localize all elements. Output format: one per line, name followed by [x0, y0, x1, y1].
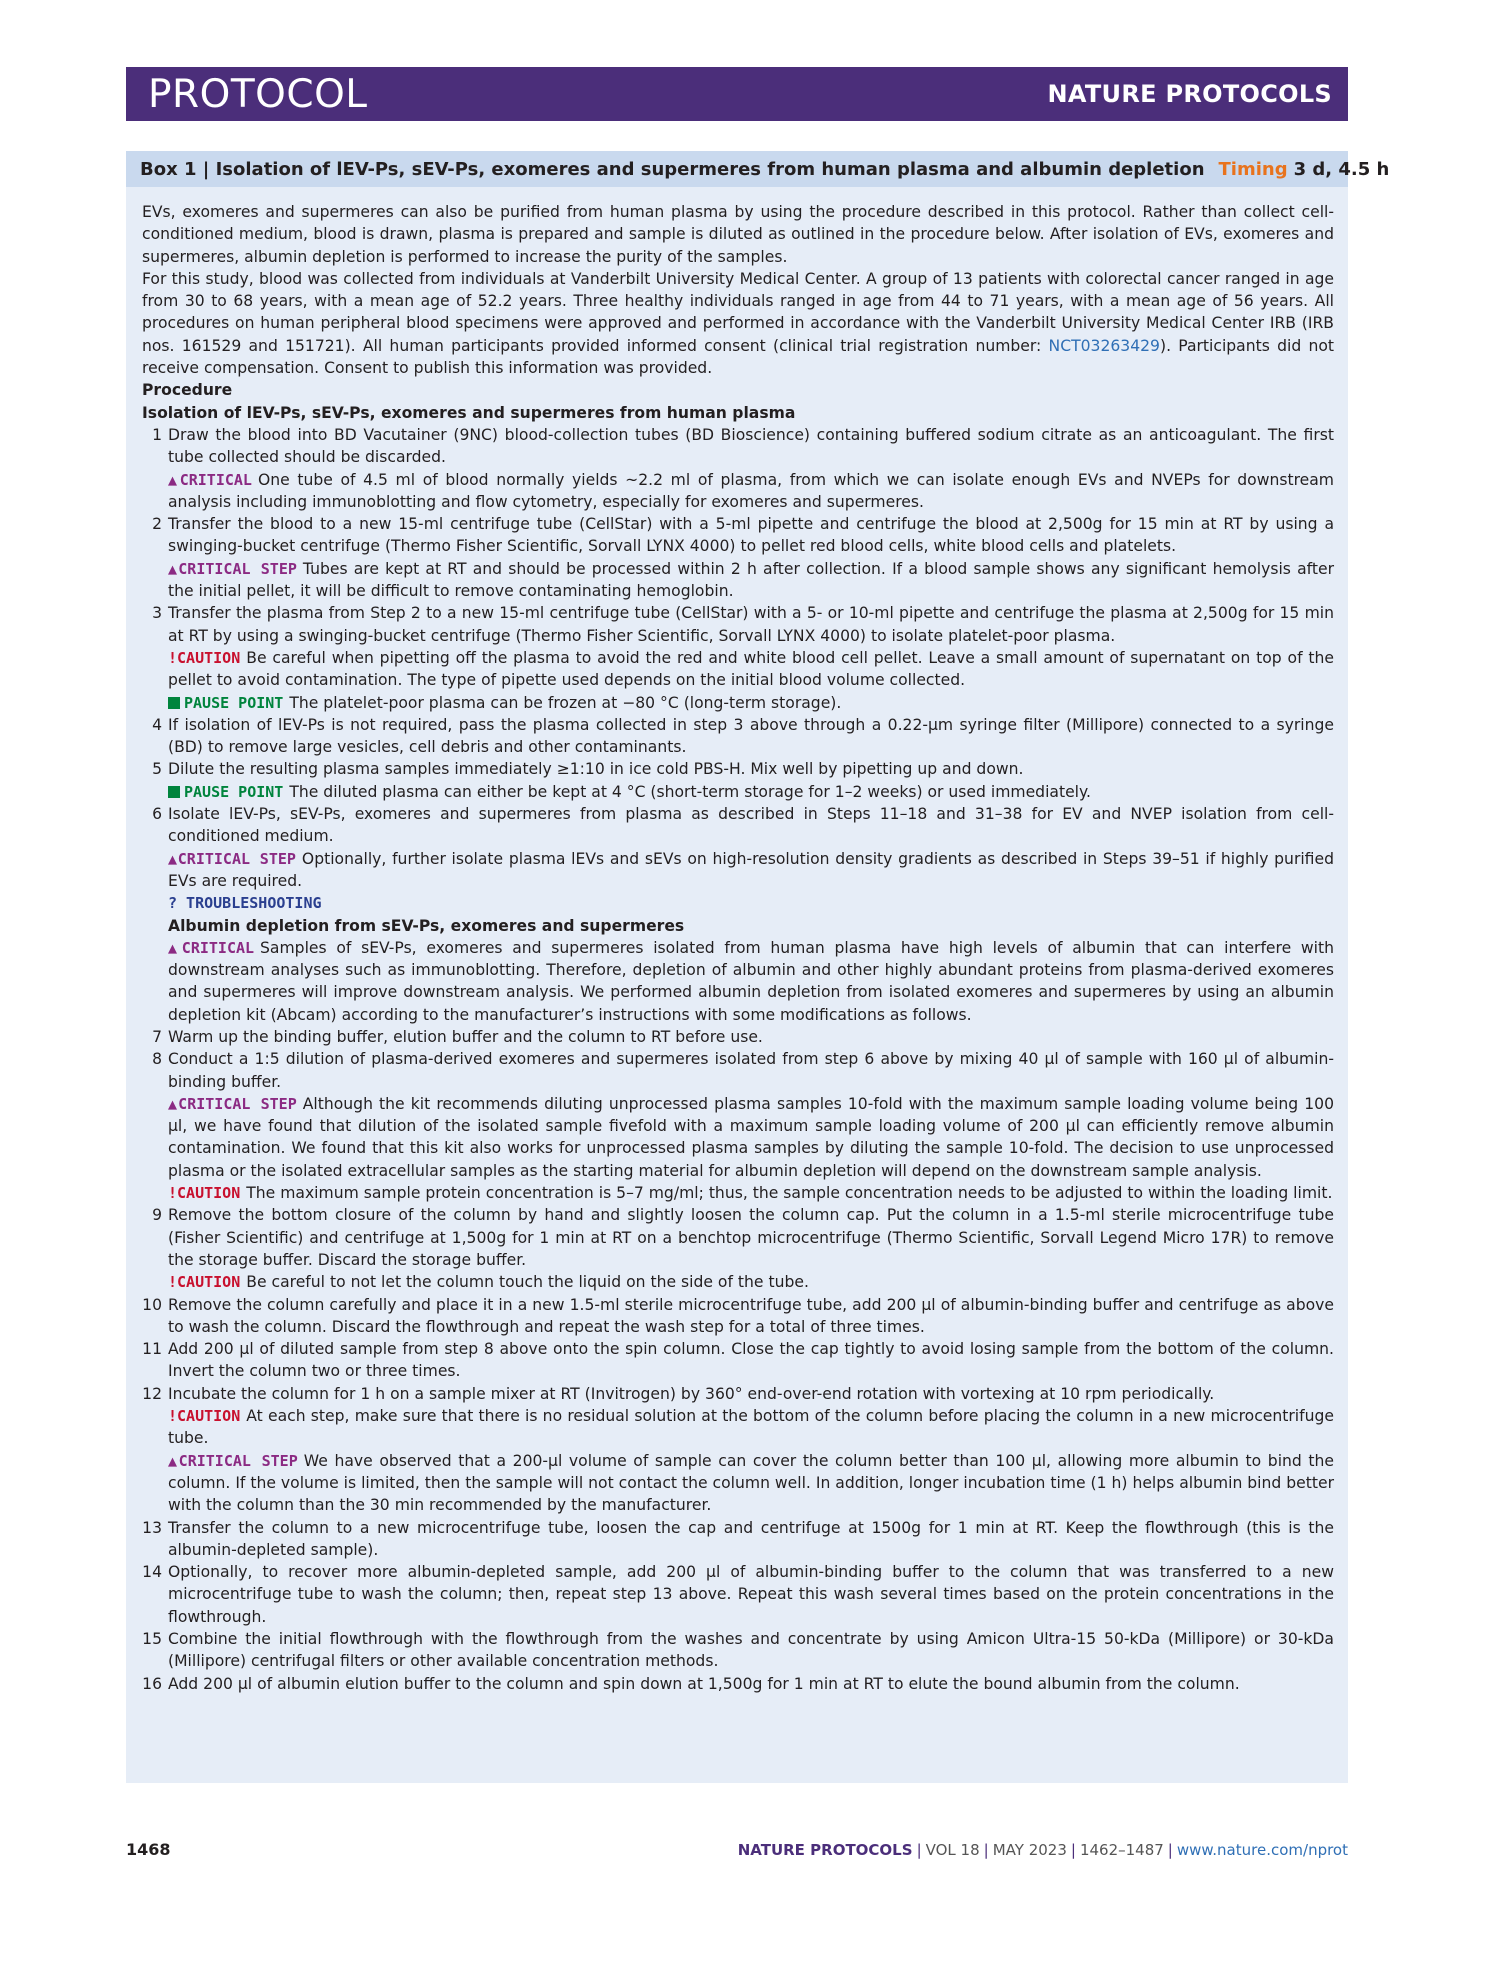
- step-item: [142, 714, 1334, 759]
- step-number: 12: [142, 1384, 162, 1403]
- step-item: [142, 1561, 1334, 1628]
- step-number: 16: [142, 1674, 162, 1693]
- step-text: Transfer the blood to a new 15-ml centrifuge tube (CellStar) with a 5-ml pipette and centrifuge the blood at 2,500g for 15 min at RT by using a swinging-bucket centrifuge (Thermo Fisher Scientific, Sorvall LYNX 4000) to pellet red blood cells, white blood cells and platelets.: [168, 515, 1334, 556]
- step-number: 2: [152, 515, 162, 534]
- caution-note: [142, 1182, 1334, 1204]
- critical-step-note: [142, 558, 1334, 603]
- step-text: If isolation of lEV-Ps is not required, pass the plasma collected in step 3 above through a 0.22-μm syringe filter (Millipore) connected to a syringe (BD) to remove large vesicles, cell debris and other contaminants.: [168, 715, 1334, 757]
- separator: |: [1070, 1840, 1076, 1859]
- step-text: Incubate the column for 1 h on a sample mixer at RT (Invitrogen) by 360° end-over-end rotation with vortexing at 10 rpm periodically.: [168, 1384, 1215, 1403]
- separator: |: [1167, 1840, 1173, 1859]
- note-text: The diluted plasma can either be kept at 4 °C (short-term storage for 1–2 weeks) or used immediately.: [289, 782, 1091, 801]
- pause-point-note: [142, 692, 1334, 714]
- step-number: 13: [142, 1518, 162, 1537]
- critical-step-note: [142, 848, 1334, 893]
- step-text: Dilute the resulting plasma samples immediately ≥1:10 in ice cold PBS-H. Mix well by pipetting up and down.: [168, 760, 1024, 779]
- troubleshooting-link[interactable]: ? TROUBLESHOOTING: [168, 894, 322, 913]
- note-text: Optionally, further isolate plasma lEVs and sEVs on high-resolution density gradients as described in Steps 39–51 if highly purified EVs are required.: [168, 849, 1334, 890]
- critical-step-label: ▲CRITICAL STEP: [168, 1094, 297, 1113]
- step-item: [142, 1517, 1334, 1562]
- critical-label: ▲CRITICAL: [168, 938, 255, 957]
- note-text: Be careful to not let the column touch the liquid on the side of the tube.: [246, 1273, 809, 1292]
- step-item: [142, 1048, 1334, 1093]
- critical-step-label: ▲CRITICAL STEP: [168, 1451, 298, 1470]
- separator: |: [983, 1840, 989, 1859]
- step-number: 5: [152, 760, 162, 779]
- intro-text: For this study, blood was collected from individuals at Vanderbilt University Medical Center. A group of 13 patients with colorectal cancer ranged in age from 30 to 68 years, with a mean age of 52.2 years. Three healthy individuals ranged in age from 44 to 71 years, with a mean age of 56 years. All procedures on human peripheral blood specimens were approved and performed in accordance with the Vanderbilt University Medical Center IRB (IRB nos. 161529 and 151721). All human participants provided informed consent (clinical trial registration number:: [142, 269, 1334, 355]
- section-heading-isolation: Isolation of lEV-Ps, sEV-Ps, exomeres and supermeres from human plasma: [142, 403, 796, 422]
- step-text: Conduct a 1:5 dilution of plasma-derived exomeres and supermeres isolated from step 6 above by mixing 40 μl of sample with 160 μl of albumin-binding buffer.: [168, 1050, 1334, 1091]
- intro-paragraph: EVs, exomeres and supermeres can also be purified from human plasma by using the procedure described in this protocol. Rather than collect cell-conditioned medium, blood is drawn, plasma is prepared and sample is diluted as outlined in the procedure below. After isolation of EVs, exomeres and supermeres, albumin depletion is performed to increase the purity of the samples.: [142, 203, 1334, 266]
- timing-label: Timing: [1218, 158, 1288, 180]
- step-text: Add 200 μl of diluted sample from step 8 above onto the spin column. Close the cap tightly to avoid losing sample from the bottom of the column. Invert the column two or three times.: [168, 1340, 1334, 1381]
- step-item: [142, 1026, 1334, 1048]
- step-item: [142, 1383, 1334, 1405]
- step-text: Transfer the plasma from Step 2 to a new 15-ml centrifuge tube (CellStar) with a 5- or 10-ml pipette and centrifuge the plasma at 2,500g for 15 min at RT by using a swinging-bucket centrifuge (Thermo Fisher Scientific, Sorvall LYNX 4000) to isolate platelet-poor plasma.: [168, 604, 1334, 645]
- footer-date: MAY 2023: [992, 1840, 1067, 1859]
- separator: |: [916, 1840, 922, 1859]
- step-text: Combine the initial flowthrough with the flowthrough from the washes and concentrate by using Amicon Ultra-15 50-kDa (Millipore) or 30-kDa (Millipore) centrifugal filters or other available concentration methods.: [168, 1630, 1334, 1671]
- step-item: [142, 1294, 1334, 1339]
- pause-square-icon: [168, 786, 180, 798]
- running-header: [126, 67, 1348, 121]
- critical-step-note: [142, 1093, 1334, 1182]
- caution-label: !CAUTION: [168, 1184, 241, 1203]
- step-number: 14: [142, 1563, 162, 1582]
- step-text: Draw the blood into BD Vacutainer (9NC) blood-collection tubes (BD Bioscience) containing buffered sodium citrate as an anticoagulant. The first tube collected should be discarded.: [168, 425, 1334, 467]
- step-text: Optionally, to recover more albumin-depleted sample, add 200 μl of albumin-binding buffer to the column that was transferred to a new microcentrifuge tube to wash the column; then, repeat step 13 above. Repeat this wash several times based on the protein concentrations in the flowthrough.: [168, 1563, 1334, 1626]
- step-number: 15: [142, 1630, 162, 1648]
- step-text: Isolate lEV-Ps, sEV-Ps, exomeres and supermeres from plasma as described in Steps 11–18 and 31–38 for EV and NVEP isolation from cell-conditioned medium.: [168, 805, 1334, 846]
- page-number: 1468: [126, 1840, 171, 1859]
- step-number: 3: [152, 604, 162, 623]
- step-number: 1: [152, 425, 162, 444]
- trial-registration-link[interactable]: NCT03263429: [1048, 336, 1160, 355]
- caution-note: [142, 1405, 1334, 1450]
- note-text: One tube of 4.5 ml of blood normally yields ~2.2 ml of plasma, from which we can isolate enough EVs and NVEPs for downstream analysis including immunoblotting and flow cytometry, especially for exomeres and supermeres.: [168, 470, 1334, 511]
- journal-name-header: NATURE PROTOCOLS: [1047, 80, 1332, 108]
- step-item: [142, 424, 1334, 469]
- step-item: [142, 803, 1334, 848]
- footer-pages: 1462–1487: [1079, 1840, 1164, 1859]
- step-item: [142, 513, 1334, 558]
- box-body: [126, 187, 1348, 1783]
- box-title-bar: [126, 151, 1390, 187]
- step-number: 8: [152, 1050, 162, 1069]
- step-number: 4: [152, 715, 162, 734]
- step-number: 11: [142, 1340, 162, 1359]
- footer-volume: VOL 18: [925, 1840, 980, 1859]
- note-text: The maximum sample protein concentration is 5–7 mg/ml; thus, the sample concentration needs to be adjusted to within the loading limit.: [246, 1184, 1333, 1203]
- caution-note: [142, 647, 1334, 692]
- step-number: 9: [152, 1206, 162, 1225]
- step-item: [142, 1338, 1334, 1383]
- critical-note: [142, 469, 1334, 514]
- step-number: 6: [152, 805, 162, 824]
- page-footer: [126, 1840, 1348, 1859]
- note-text: Although the kit recommends diluting unprocessed plasma samples 10-fold with the maximum sample loading volume being 100 μl, we have found that dilution of the isolated sample fivefold with a maximum sample loading volume of 200 μl can efficiently remove albumin contamination. We found that this kit also works for unprocessed plasma samples by diluting the sample 10-fold. The decision to use unprocessed plasma or the isolated extracellular samples as the starting material for albumin depletion will depend on the downstream sample analysis.: [168, 1094, 1334, 1180]
- step-text: Add 200 μl of albumin elution buffer to the column and spin down at 1,500g for 1 min at RT to elute the bound albumin from the column.: [168, 1674, 1240, 1693]
- pause-point-note: [142, 781, 1334, 803]
- intro-text-end: ). Participants did not receive compensation. Consent to publish this information was provided.: [142, 336, 1334, 378]
- footer-journal: NATURE PROTOCOLS: [737, 1840, 913, 1859]
- procedure-heading: Procedure: [142, 381, 233, 400]
- section-heading-albumin: Albumin depletion from sEV-Ps, exomeres and supermeres: [168, 916, 685, 935]
- caution-label: !CAUTION: [168, 648, 241, 667]
- critical-step-note: [142, 1450, 1334, 1517]
- step-item: [142, 1673, 1334, 1695]
- steps-list: [142, 424, 1334, 1695]
- article-type-label: PROTOCOL: [148, 71, 368, 117]
- note-text: Be careful when pipetting off the plasma to avoid the red and white blood cell pellet. Leave a small amount of supernatant on top of the pellet to avoid contamination. The type of pipette used depends on the initial blood volume collected.: [168, 648, 1334, 690]
- step-text: Transfer the column to a new microcentrifuge tube, loosen the cap and centrifuge at 1500g for 1 min at RT. Keep the flowthrough (this is the albumin-depleted sample).: [168, 1518, 1334, 1559]
- step-text: Remove the column carefully and place it in a new 1.5-ml sterile microcentrifuge tube, add 200 μl of albumin-binding buffer and centrifuge as above to wash the column. Discard the flowthrough and repeat the wash step for a total of three times.: [168, 1295, 1334, 1336]
- note-text: Tubes are kept at RT and should be processed within 2 h after collection. If a blood sample shows any significant hemolysis after the initial pellet, it will be difficult to remove contaminating hemoglobin.: [168, 559, 1334, 601]
- note-text: At each step, make sure that there is no residual solution at the bottom of the column before placing the column in a new microcentrifuge tube.: [168, 1407, 1334, 1448]
- critical-step-label: ▲CRITICAL STEP: [168, 849, 296, 868]
- step-item: [142, 758, 1334, 780]
- caution-note: [142, 1271, 1334, 1293]
- pause-point-label: PAUSE POINT: [184, 782, 284, 801]
- critical-step-label: ▲CRITICAL STEP: [168, 559, 297, 578]
- footer-url-link[interactable]: www.nature.com/nprot: [1176, 1840, 1348, 1859]
- footer-citation: [738, 1841, 1348, 1859]
- note-text: The platelet-poor plasma can be frozen at −80 °C (long-term storage).: [289, 693, 842, 712]
- intro-paragraph-2: [142, 268, 1334, 379]
- critical-note: [142, 937, 1334, 1026]
- pause-square-icon: [168, 697, 180, 709]
- step-number: 7: [152, 1027, 162, 1046]
- caution-label: !CAUTION: [168, 1273, 241, 1292]
- step-text: Warm up the binding buffer, elution buffer and the column to RT before use.: [168, 1027, 763, 1046]
- step-text: Remove the bottom closure of the column by hand and slightly loosen the column cap. Put the column in a 1.5-ml sterile microcentrifuge tube (Fisher Scientific) and centrifuge at 1,500g for 1 min at RT on a benchtop microcentrifuge (Thermo Scientific, Sorvall Legend Micro 17R) to remove the storage buffer. Discard the storage buffer.: [168, 1206, 1334, 1269]
- troubleshooting-note: [142, 892, 1334, 914]
- caution-label: !CAUTION: [168, 1407, 241, 1426]
- critical-label: ▲CRITICAL: [168, 470, 252, 489]
- pause-point-label: PAUSE POINT: [184, 693, 284, 712]
- step-number: 10: [142, 1295, 162, 1314]
- note-text: We have observed that a 200-μl volume of sample can cover the column better than 100 μl, allowing more albumin to bind the column. If the volume is limited, then the sample will not contact the column well. In addition, longer incubation time (1 h) helps albumin bind better with the column than the 30 min recommended by the manufacturer.: [168, 1451, 1335, 1515]
- note-text: Samples of sEV-Ps, exomeres and supermeres isolated from human plasma have high levels of albumin that can interfere with downstream analyses such as immunoblotting. Therefore, depletion of albumin and other highly abundant proteins from plasma-derived exomeres and supermeres will improve downstream analysis. We performed albumin depletion from isolated exomeres and supermeres by using an albumin depletion kit (Abcam) according to the manufacturer’s instructions with some modifications as follows.: [168, 938, 1334, 1024]
- step-item: [142, 602, 1334, 647]
- timing-value: 3 d, 4.5 h: [1293, 158, 1390, 180]
- box-title: Box 1 | Isolation of lEV-Ps, sEV-Ps, exomeres and supermeres from human plasma and albumin depletion: [140, 158, 1205, 180]
- step-item: [142, 1204, 1334, 1271]
- step-item: [142, 1628, 1334, 1673]
